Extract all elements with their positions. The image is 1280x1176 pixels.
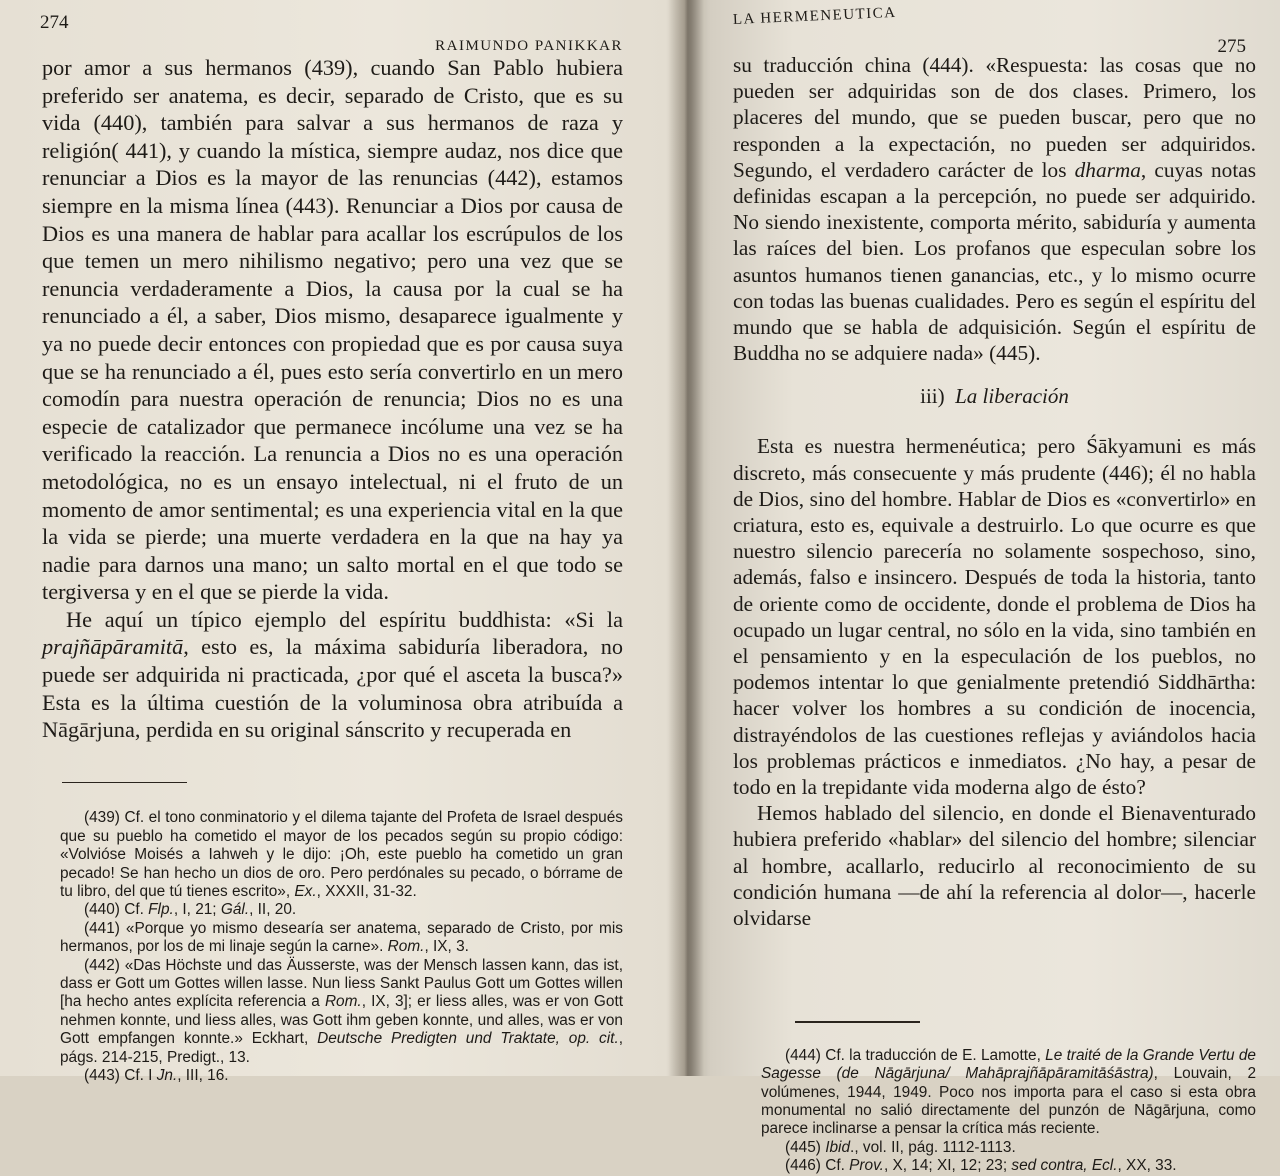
- text-run: , IX, 3]; er liess alles, was er von Gott nehmen konnte, und liess alles, was Gott ihm geben konnte, und alles, was er von Gott empfangen konnte.» Eckhart,: [60, 993, 624, 1048]
- text-run: (446) Cf.: [785, 1157, 850, 1175]
- right-paragraph-1: [733, 52, 1256, 366]
- right-body-text: [733, 52, 1256, 931]
- italic-ref: Le traité de la Grande Vertu de Sagesse (de Nāgārjuna/ Mahāprajñāpāramitāśāstra): [761, 1046, 1256, 1083]
- italic-ref: sed contra, Ecl.: [1011, 1157, 1118, 1175]
- footnote-439: [60, 809, 623, 901]
- section-number: iii): [920, 384, 945, 409]
- text-run: , págs. 214-215, Predigt., 13.: [60, 1030, 624, 1066]
- text-run: , Louvain, 2 volúmenes, 1944, 1949. Poco nos importa para el caso si esta obra monumental no salió directamente del punzón de Nāgārjuna, como parece inclinarse a pensar la crítica más reciente.: [761, 1065, 1256, 1138]
- text-run: , II, 20.: [249, 901, 297, 919]
- footnote-rule: [795, 1021, 920, 1023]
- text-run: (445): [785, 1138, 826, 1156]
- text-run: , esto es, la máxima sabiduría liberadora, no puede ser adquirida ni practicada, ¿por qué el asceta la busca?» Esta es la última cuestión de la voluminosa obra atribuída a Nāgārjuna, perdida en su original sánscrito y recuperada en: [42, 634, 623, 743]
- right-page: [683, 0, 1280, 1175]
- section-heading: [733, 384, 1256, 409]
- italic-term: prajñāpāramitā: [42, 634, 184, 660]
- italic-term: dharma: [1074, 157, 1141, 182]
- footnote-445: [761, 1139, 1256, 1157]
- text-run: ., vol. II, pág. 1112-1113.: [850, 1138, 1016, 1156]
- footnote-446: [761, 1157, 1256, 1175]
- left-body-text: [30, 54, 623, 744]
- right-running-head: [732, 4, 1256, 57]
- text-run: , cuyas notas definidas escapan a la percepción, no puede ser adquirido. No siendo inexistente, comporta mérito, sabiduría y aumenta las raíces del bien. Los profanos que especulan sobre los asuntos humanos tienen ganancias, etc., y lo mismo ocurre con todas las buenas cualidades. Pero es según el espíritu del mundo que se habla de adquisición. Según el espíritu de Buddha no se adquiere nada» (445).: [733, 157, 1256, 366]
- text-run: , XXXII, 31-32.: [316, 882, 417, 900]
- text-run: (441) «Porque yo mismo desearía ser anatema, separado de Cristo, por mis hermanos, por los de mi linaje según la carne».: [60, 919, 623, 956]
- footnote-441: [60, 920, 623, 957]
- italic-ref: Prov.: [849, 1157, 884, 1175]
- section-title: La liberación: [955, 384, 1069, 409]
- italic-ref: Flp.: [148, 901, 174, 919]
- italic-ref: Ex.: [294, 882, 317, 900]
- left-running-title: RAIMUNDO PANIKKAR: [435, 38, 623, 54]
- text-run: (442) «Das Höchste und das Äusserste, was der Mensch lassen kann, das ist, dass er Gott um Gottes willen lasse. Nun liess Sankt Paulus Gott um Gottes willen [ha hecho antes explícita referencia a: [60, 956, 623, 1011]
- footnote-rule: [62, 782, 187, 784]
- text-run: , X, 14; XI, 12; 23;: [883, 1157, 1012, 1175]
- italic-ref: Rom.: [324, 993, 362, 1011]
- footnote-442: [60, 957, 623, 1067]
- text-run: (439) Cf. el tono conminatorio y el dilema tajante del Profeta de Israel después que su pueblo ha cometido el mayor de los pecados según su propio código: «Volvióse Moisés a Iahweh y le dijo: ¡Oh, este pueblo ha cometido un gran pecado! Se han hecho un dios de oro. Pero perdónales su pecado, o bórrame de tu libro, del que tú tienes escrito»,: [60, 809, 623, 900]
- left-page: [0, 0, 683, 1085]
- italic-ref: Gál.: [220, 901, 250, 919]
- italic-ref: Deutsche Predigten und Traktate, op. cit.: [317, 1030, 619, 1048]
- right-paragraph-3: Hemos hablado del silencio, en donde el Bienaventurado hubiera preferido «hablar» del silencio del hombre; silenciar al hombre, acallarlo, reducirlo al reconocimiento de su condición humana —de ahí la referencia al dolor—, hacerle olvidarse: [733, 801, 1256, 931]
- left-running-head: [30, 8, 623, 54]
- left-paragraph-2: [42, 606, 623, 744]
- right-footnotes: [733, 1047, 1256, 1176]
- left-footnotes: [30, 809, 623, 1085]
- italic-ref: Ibid: [825, 1138, 851, 1156]
- text-run: , IX, 3.: [424, 938, 469, 956]
- left-page-number: 274: [40, 12, 69, 33]
- left-paragraph-1: por amor a sus hermanos (439), cuando San Pablo hubiera preferido ser anatema, es decir, separado de Cristo, que es su vida (440), también para salvar a sus hermanos de raza y religión( 441), y cuando la mística, siempre audaz, nos dice que renunciar a Dios es la mayor de las renuncias (442), estamos siempre en la misma línea (443). Renunciar a Dios por causa de Dios es una manera de hablar para acallar los escrúpulos de los que temen un mero nihilismo negativo; pero una vez que se renuncia verdaderamente a Dios, la causa por la cual se ha renunciado a él, a saber, Dios mismo, desaparece igualmente y ya no puede decir entonces con propiedad que es por causa suya que se ha renunciado a él, pues esto sería convertirlo en un mero comodín para nuestra operación de renuncia; Dios no es una especie de catalizador que permanece incólume una vez se ha verificado la reacción. La renuncia a Dios no es una operación metodológica, no es un ensayo intelectual, ni el fruto de un momento de amor sentimental; es una experiencia vital en la que la vida se pierde; una muerte verdadera en la que na hay ya nadie para darnos una mano; un salto mortal en el que todo se tergiversa y en el que se pierde la vida.: [42, 55, 623, 605]
- italic-ref: Jn.: [156, 1067, 178, 1085]
- footnote-443: [60, 1067, 623, 1085]
- italic-ref: Rom.: [387, 938, 425, 956]
- text-run: (440) Cf.: [84, 901, 149, 919]
- footnote-440: [60, 901, 623, 919]
- text-run: (444) Cf. la traducción de E. Lamotte,: [785, 1046, 1046, 1064]
- right-paragraph-2: Esta es nuestra hermenéutica; pero Śākyamuni es más discreto, más consecuente y más prudente (446); él no habla de Dios, sino del hombre. Hablar de Dios es «convertirlo» en criatura, esto es, equivale a destruirlo. Lo que ocurre es que nuestro silencio parecería no solamente sospechoso, sino, además, falso e insincero. Después de toda la historia, tanto de oriente como de occidente, donde el problema de Dios ha ocupado un lugar central, no sólo en la vida, sino también en el pensamiento y en la especulación de los pueblos, no podemos intentar lo que genialmente pretendió Siddhārtha: hacer volver los hombres a su condición de inocencia, distrayéndolos de las cuestiones reflejas y aviándolos hacia los problemas prácticos e inmediatos. ¿No hay, a pesar de todo en la trepidante vida moderna algo de ésto?: [733, 434, 1256, 800]
- text-run: , XX, 33.: [1117, 1157, 1177, 1175]
- right-page-number: 275: [1217, 36, 1246, 57]
- footnote-444: [761, 1047, 1256, 1139]
- text-run: su traducción china (444). «Respuesta: las cosas que no pueden ser adquiridas son de dos clases. Primero, los placeres del mundo, que se pueden buscar, pero que no responden a la expectación, no pueden ser adquiridos. Segundo, el verdadero carácter de los: [733, 53, 1256, 182]
- text-run: , III, 16.: [177, 1067, 229, 1085]
- right-running-title: LA HERMENEUTICA: [732, 4, 897, 28]
- text-run: , I, 21;: [173, 901, 221, 919]
- text-run: (443) Cf. I: [84, 1067, 157, 1085]
- text-run: He aquí un típico ejemplo del espíritu buddhista: «Si la: [66, 606, 623, 632]
